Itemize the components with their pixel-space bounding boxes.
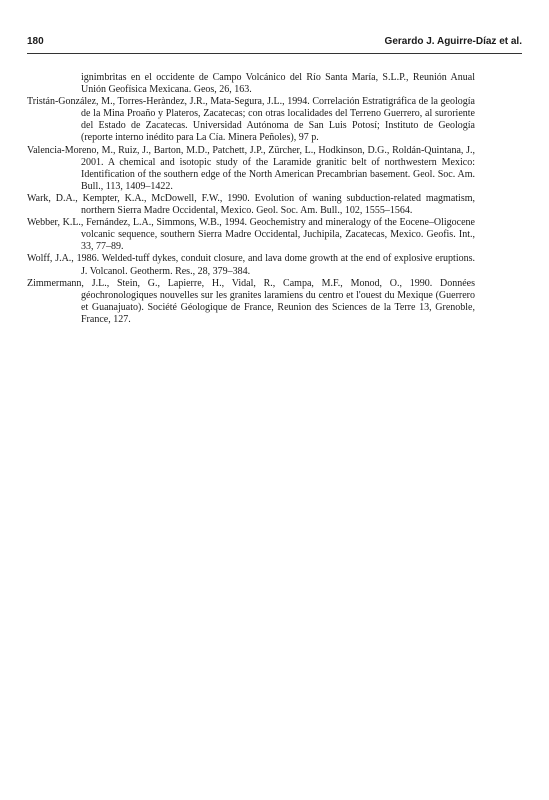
- reference-entry: Zimmermann, J.L., Stein, G., Lapierre, H., Vidal, R., Campa, M.F., Monod, O., 1990. Données géochronologiques nouvelles sur les granites laramiens du centro et l'ouest du Mexique (Guerrero et Guanajuato). Société Géologique de France, Reunion des Sciences de la Terre 13, Grenoble, France, 127.: [27, 277, 475, 325]
- reference-entry: Wark, D.A., Kempter, K.A., McDowell, F.W., 1990. Evolution of waning subduction-related magmatism, northern Sierra Madre Occidental, Mexico. Geol. Soc. Am. Bull., 102, 1555–1564.: [27, 192, 475, 217]
- reference-entry: ignimbritas en el occidente de Campo Volcánico del Río Santa María, S.L.P., Reunión Anual Unión Geofísica Mexicana. Geos, 26, 163.: [81, 72, 475, 96]
- reference-entry: Webber, K.L., Fernández, L.A., Simmons, W.B., 1994. Geochemistry and mineralogy of the Eocene–Oligocene volcanic sequence, southern Sierra Madre Occidental, Juchipila, Zacatecas, Mexico. Geofis. Int., 33, 77–89.: [27, 217, 475, 253]
- page-number: 180: [27, 36, 44, 47]
- running-header: [27, 36, 522, 50]
- reference-entry: Wolff, J.A., 1986. Welded-tuff dykes, conduit closure, and lava dome growth at the end of explosive eruptions. J. Volcanol. Geotherm. Res., 28, 379–384.: [27, 253, 475, 277]
- header-rule: [27, 53, 522, 54]
- running-title: Gerardo J. Aguirre-Díaz et al.: [384, 36, 522, 47]
- reference-entry: Valencia-Moreno, M., Ruiz, J., Barton, M.D., Patchett, J.P., Zürcher, L., Hodkinson, D.G., Roldán-Quintana, J., 2001. A chemical and isotopic study of the Laramide granitic belt of northwestern Mexico: Identification of the southern edge of the North American Precambrian basement. Geol. Soc. Am. Bull., 113, 1409–1422.: [27, 144, 475, 192]
- reference-list: [27, 72, 475, 326]
- reference-entry: Tristán-González, M., Torres-Heràndez, J.R., Mata-Segura, J.L., 1994. Correlación Estratigráfica de la geología de la Mina Proaño y Plateros, Zacatecas; con otras localidades del Terreno Guerrero, al suroriente del Estado de Zacatecas. Universidad Autónoma de San Luis Potosí; Instituto de Geología (reporte interno inédito para La Cía. Minera Peñoles), 97 p.: [27, 96, 475, 144]
